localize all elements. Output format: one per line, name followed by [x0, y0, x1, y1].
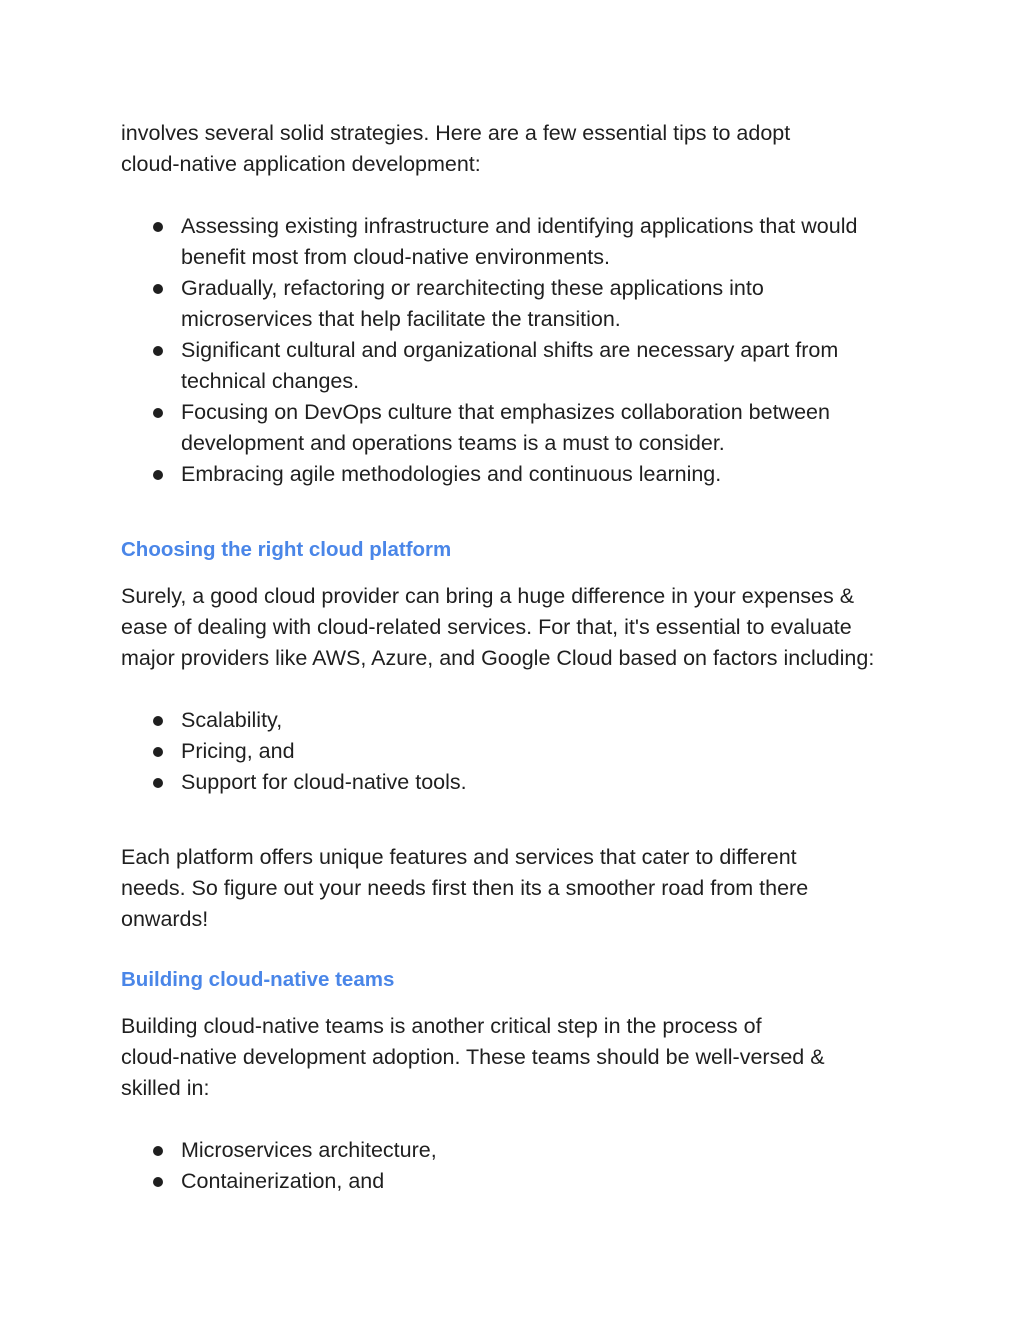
list-item: [121, 736, 467, 767]
paragraph-line: Surely, a good cloud provider can bring a huge difference in your expenses &: [121, 584, 855, 608]
teams-paragraph: [121, 1011, 825, 1104]
list-item-text: Support for cloud-native tools.: [181, 770, 467, 794]
paragraph-line: skilled in:: [121, 1076, 210, 1100]
list-item: [121, 459, 857, 490]
bullet-icon: [153, 716, 163, 726]
list-item-text: Microservices architecture,: [181, 1138, 437, 1162]
intro-paragraph: [121, 118, 790, 180]
list-item: [121, 273, 857, 335]
list-item-text: development and operations teams is a must to consider.: [181, 431, 725, 455]
list-item-text: Embracing agile methodologies and continuous learning.: [181, 462, 722, 486]
list-item: [121, 1166, 437, 1197]
bullet-icon: [153, 222, 163, 232]
list-item: [121, 1135, 437, 1166]
paragraph-line: onwards!: [121, 907, 209, 931]
section-heading-cloud-native-teams: Building cloud-native teams: [121, 968, 395, 991]
list-item-text: microservices that help facilitate the transition.: [181, 307, 621, 331]
list-item-text: technical changes.: [181, 369, 360, 393]
intro-line: cloud-native application development:: [121, 152, 481, 176]
list-item: [121, 211, 857, 273]
bullet-icon: [153, 284, 163, 294]
section-heading-cloud-platform: Choosing the right cloud platform: [121, 538, 452, 561]
paragraph-line: cloud-native development adoption. These teams should be well-versed &: [121, 1045, 825, 1069]
list-item-text: Gradually, refactoring or rearchitecting these applications into: [181, 276, 764, 300]
bullet-icon: [153, 1146, 163, 1156]
paragraph-line: Each platform offers unique features and services that cater to different: [121, 845, 797, 869]
platform-closing-paragraph: [121, 842, 808, 935]
bullet-icon: [153, 747, 163, 757]
intro-line: involves several solid strategies. Here are a few essential tips to adopt: [121, 121, 791, 145]
list-item-text: Pricing, and: [181, 739, 295, 763]
platform-paragraph: [121, 581, 874, 674]
paragraph-line: needs. So figure out your needs first then its a smoother road from there: [121, 876, 809, 900]
bullet-icon: [153, 778, 163, 788]
bullet-icon: [153, 470, 163, 480]
bullet-icon: [153, 408, 163, 418]
bullet-icon: [153, 1177, 163, 1187]
paragraph-line: major providers like AWS, Azure, and Google Cloud based on factors including:: [121, 646, 875, 670]
paragraph-line: Building cloud-native teams is another critical step in the process of: [121, 1014, 762, 1038]
list-item: [121, 335, 857, 397]
list-item-text: Focusing on DevOps culture that emphasizes collaboration between: [181, 400, 830, 424]
list-item-text: Significant cultural and organizational shifts are necessary apart from: [181, 338, 839, 362]
list-item-text: Scalability,: [181, 708, 283, 732]
adoption-tips-list: [121, 211, 857, 490]
list-item-text: Assessing existing infrastructure and identifying applications that would: [181, 214, 858, 238]
platform-factors-list: [121, 705, 467, 798]
list-item-text: Containerization, and: [181, 1169, 385, 1193]
team-skills-list: [121, 1135, 437, 1197]
paragraph-line: ease of dealing with cloud-related services. For that, it's essential to evaluate: [121, 615, 852, 639]
list-item: [121, 767, 467, 798]
bullet-icon: [153, 346, 163, 356]
list-item: [121, 397, 857, 459]
list-item-text: benefit most from cloud-native environments.: [181, 245, 611, 269]
list-item: [121, 705, 467, 736]
